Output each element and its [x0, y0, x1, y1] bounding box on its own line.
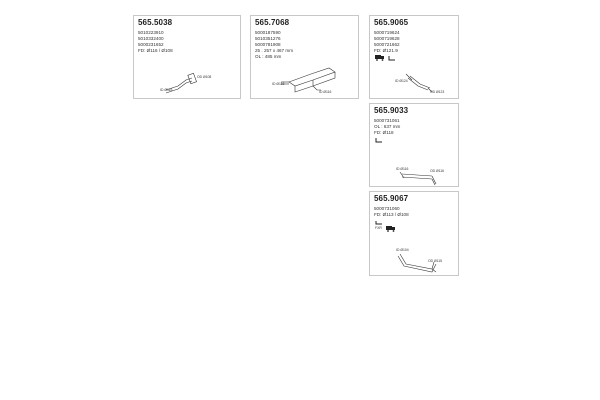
part-number: 565.9033 [374, 106, 409, 115]
ref-line: FD: Ø121.9 [374, 48, 398, 53]
ref-line: 5010332400 [138, 36, 164, 41]
ref-line: 25 . 257 x 467 mm [255, 48, 294, 53]
dim-label: ID Ø124 [395, 79, 408, 83]
part-card-565-9065[interactable] [369, 15, 459, 99]
dim-label: ID Ø116 [319, 90, 332, 94]
part-card-565-9033[interactable] [369, 103, 459, 187]
part-card-565-5038[interactable] [133, 15, 241, 99]
ref-line: FD: Ø113 / Ø108 [374, 212, 409, 217]
dim-label: ID Ø116 [160, 88, 173, 92]
pipe-drawing [370, 192, 460, 277]
pipe-drawing [370, 104, 460, 188]
muffler-drawing [251, 16, 360, 100]
dim-label: OD Ø108 [197, 75, 212, 79]
ref-line: 5000721662 [374, 42, 400, 47]
ref-line: 5000187590 [255, 30, 281, 35]
dim-label: OD Ø123 [430, 90, 445, 94]
ref-line: 5000781908 [255, 42, 281, 47]
part-card-565-9067[interactable] [369, 191, 459, 276]
part-card-565-7068[interactable] [250, 15, 359, 99]
ref-line: 5010223910 [138, 30, 164, 35]
ref-line: OL : 637 mm [374, 124, 401, 129]
part-number: 565.5038 [138, 18, 173, 27]
dim-label: ID Ø116 [396, 167, 409, 171]
ref-line: FD: Ø118 [374, 130, 394, 135]
part-number: 565.9067 [374, 194, 409, 203]
ref-line: 5000231652 [138, 42, 164, 47]
ref-line: 5000731060 [374, 206, 400, 211]
part-number: 565.9065 [374, 18, 409, 27]
dim-label: OD Ø116 [430, 169, 445, 173]
vehicle-label: FXR [375, 226, 382, 230]
dim-label: OD Ø115 [428, 259, 443, 263]
ref-line: 5000731061 [374, 118, 400, 123]
dim-label: ID Ø104 [396, 248, 409, 252]
ref-line: OL : 485 mm [255, 54, 282, 59]
ref-line: FD: Ø116 / Ø108 [138, 48, 173, 53]
ref-line: 5010351276 [255, 36, 281, 41]
pipe-drawing [134, 16, 242, 100]
ref-line: 5000719624 [374, 30, 400, 35]
part-number: 565.7068 [255, 18, 290, 27]
dim-label: ID Ø116 [272, 82, 285, 86]
ref-line: 5000719628 [374, 36, 400, 41]
pipe-drawing [370, 16, 460, 100]
